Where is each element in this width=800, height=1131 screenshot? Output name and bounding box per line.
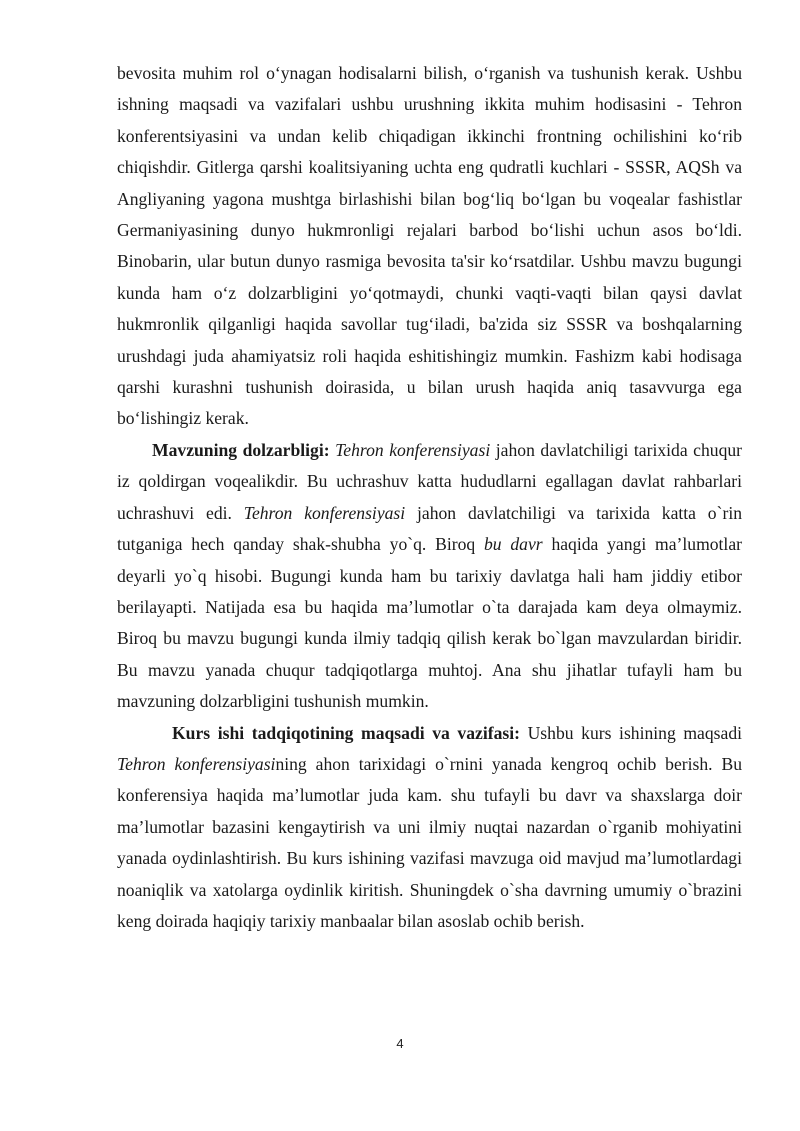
document-page	[117, 58, 742, 937]
italic-term: Tehron konferensiyasi	[335, 439, 491, 460]
section-heading-relevance: Mavzuning dolzarbligi:	[152, 439, 330, 460]
text-segment: jahon davlatchiligi va tarixida katta o`rin tutganiga hech qanday shak-shubha yo`q. Biroq	[117, 502, 743, 555]
text-segment: bevosita muhim rol o‘ynagan hodisalarni bilish, o‘rganish va tushunish kerak. Ushbu ishning maqsadi va vazifalari ushbu urushning ikkita muhim hodisasini - Tehron konferentsiyasini va undan kelib chiqadigan ikkinchi frontning ochilishini ko‘rib chiqishdir. Gitlerga qarshi koalitsiyaning uchta eng qudratli kuchlari - SSSR, AQSh va Angliyaning yagona mushtga birlashishi bilan bog‘liq bo‘lgan bu voqealar fashistlar Germaniyasining dunyo hukmronligi rejalari barbod bo‘lishi uchun asos bo‘ldi. Binobarin, ular butun dunyo rasmiga bevosita ta'sir ko‘rsatdilar. Ushbu mavzu bugungi kunda ham o‘z dolzarbligini yo‘qotmaydi, chunki vaqti-vaqti bilan qaysi davlat hukmronlik qilganligi haqida savollar tug‘iladi, ba'zida siz SSSR va boshqalarning urushdagi juda ahamiyatsiz roli haqida eshitishingiz mumkin. Fashizm kabi hodisaga qarshi kurashni tushunish doirasida, u bilan urush haqida aniq tasavvurga ega bo‘lishingiz kerak.	[117, 63, 742, 429]
italic-term: Tehron konferensiyasi	[243, 502, 406, 523]
paragraph-intro	[117, 58, 742, 435]
italic-term: bu davr	[483, 534, 543, 555]
text-segment: Ushbu kurs ishining maqsadi	[519, 722, 742, 743]
page-number: 4	[396, 1036, 404, 1051]
italic-term: Tehron konferensiyasi	[117, 753, 276, 774]
section-heading-goals: Kurs ishi tadqiqotining maqsadi va vazifasi:	[172, 722, 520, 743]
text-segment: jahon davlatchiligi tarixida chuqur iz qoldirgan voqealikdir. Bu uchrashuv katta hududlarni egallagan davlat rahbarlari uchrashuvi edi.	[117, 439, 743, 523]
text-segment: ning ahon tarixidagi o`rnini yanada kengroq ochib berish. Bu konferensiya haqida ma’lumotlar juda kam. shu tufayli bu davr va shaxslarga doir ma’lumotlar bazasini kengaytirish va uni ilmiy nuqtai nazardan o`rganib mohiyatini yanada oydinlashtirish. Bu kurs ishining vazifasi mavzuga oid mavjud ma’lumotlardagi noaniqlik va xatolarga oydinlik kiritish. Shuningdek o`sha davrning umumiy o`brazini keng doirada haqiqiy tarixiy manbaalar bilan asoslab ochib berish.	[117, 753, 742, 931]
paragraph-relevance	[117, 435, 742, 718]
text-segment: haqida yangi ma’lumotlar deyarli yo`q hisobi. Bugungi kunda ham bu tarixiy davlatga hali ham jiddiy etibor berilayapti. Natijada esa bu haqida ma’lumotlar o`ta darajada kam deya olmaymiz. Biroq bu mavzu bugungi kunda ilmiy tadqiq qilish kerak bo`lgan mavzulardan biridir. Bu mavzu yanada chuqur tadqiqotlarga muhtoj. Ana shu jihatlar tufayli ham bu mavzuning dolzarbligini tushunish mumkin.	[117, 534, 742, 712]
paragraph-goals	[117, 718, 742, 938]
